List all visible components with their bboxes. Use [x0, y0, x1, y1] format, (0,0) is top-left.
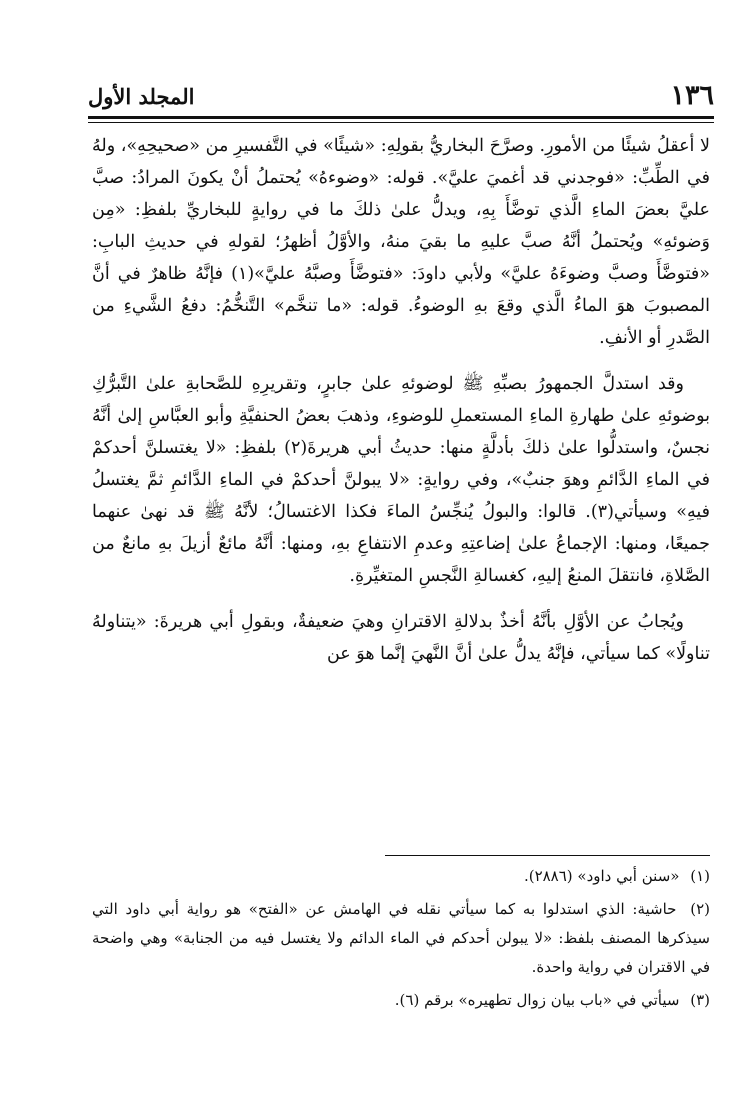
footnote-text: حاشية: الذي استدلوا به كما سيأتي نقله في الهامش عن «الفتح» هو رواية أبي داود التي سيذكرها المصنف بلفظ: «لا يبولن أحدكم في الماء الدائم ولا يغتسل فيه من الجنابة» وهي واضحة في الاقتران في رواية واحدة. [92, 900, 710, 976]
paragraph-1: لا أعقلُ شيئًا من الأمورِ. وصرَّحَ البخاريُّ بقولِهِ: «شيئًا» في التَّفسيرِ من «صحيحِهِ»، ولهُ في الطِّبِّ: «فوجدني قد أغميَ عليَّ». قوله: «وضوءهُ» يُحتملُ أنْ يكونَ المرادُ: صبَّ عليَّ بعضَ الماءِ الَّذي توضَّأَ بِهِ، ويدلُّ علىٰ ذلكَ ما في روايةٍ للبخاريِّ بلفظِ: «مِن وَضوئهِ» ويُحتملُ أنَّهُ صبَّ عليهِ ما بقيَ منهُ، والأوَّلُ أظهرُ؛ لقولهِ في حديثِ البابِ: «فتوضَّأَ وصبَّ وضوءَهُ عليَّ» ولأبي داودَ: «فتوضَّأَ وصبَّهُ عليَّ»(١) فإنَّهُ ظاهرٌ في أنَّ المصبوبَ هوَ الماءُ الَّذي وقعَ بهِ الوضوءُ. قوله: «ما تنخَّم» التَّنخُّمُ: دفعُ الشَّيءِ من الصَّدرِ أو الأنفِ. [92, 136, 710, 348]
footnote-text: سيأتي في «باب بيان زوال تطهيره» برقم (٦). [394, 991, 680, 1009]
footnote-number: (٣) [690, 991, 710, 1009]
footnote-3 [92, 986, 710, 1015]
header-rule-thin [88, 122, 714, 123]
main-text [92, 130, 710, 684]
page-header [88, 78, 714, 116]
paragraph-2: وقد استدلَّ الجمهورُ بصبِّهِ ﷺ لوضوئهِ علىٰ جابرٍ، وتقريرِهِ للصَّحابةِ علىٰ التَّبرُّكِ بوضوئهِ علىٰ طهارةِ الماءِ المستعملِ للوضوءِ، وذهبَ بعضُ الحنفيَّةِ وأبو العبَّاسِ إلىٰ أنَّهُ نجسٌ، واستدلُّوا علىٰ ذلكَ بأدلَّةٍ منها: حديثُ أبي هريرةَ(٢) بلفظِ: «لا يغتسلنَّ أحدكمْ في الماءِ الدَّائمِ وهوَ جنبٌ»، وفي روايةٍ: «لا يبولنَّ أحدكمْ في الماءِ الدَّائمِ ثمَّ يغتسلُ فيهِ» وسيأتي(٣). قالوا: والبولُ يُنجِّسُ الماءَ فكذا الاغتسالُ؛ لأنَّهُ ﷺ قد نهىٰ عنهما جميعًا، ومنها: الإجماعُ علىٰ إضاعتِهِ وعدمِ الانتفاعِ بهِ، ومنها: أنَّهُ مائعٌ أزيلَ بهِ مانعٌ من الصَّلاةِ، فانتقلَ المنعُ إليهِ، كغسالةِ النَّجسِ المتغيِّرةِ. [92, 374, 710, 586]
header-rule-thick [88, 116, 714, 119]
paragraph-3: ويُجابُ عن الأوَّلِ بأنَّهُ أخذٌ بدلالةِ الاقترانِ وهيَ ضعيفةٌ، وبقولِ أبي هريرةَ: «يتناولهُ تناولًا» كما سيأتي، فإنَّهُ يدلُّ علىٰ أنَّ النَّهيَ إنَّما هوَ عن [92, 612, 710, 664]
footnote-1 [92, 862, 710, 891]
footnote-text: «سنن أبي داود» (٢٨٨٦). [523, 867, 680, 885]
footnote-number: (١) [690, 867, 710, 885]
page-number: ١٣٦ [670, 80, 714, 111]
volume-title: المجلد الأول [88, 84, 195, 109]
footnotes [92, 862, 710, 1019]
footnote-number: (٢) [690, 900, 710, 918]
footnote-2 [92, 895, 710, 982]
footnote-separator [385, 855, 710, 856]
